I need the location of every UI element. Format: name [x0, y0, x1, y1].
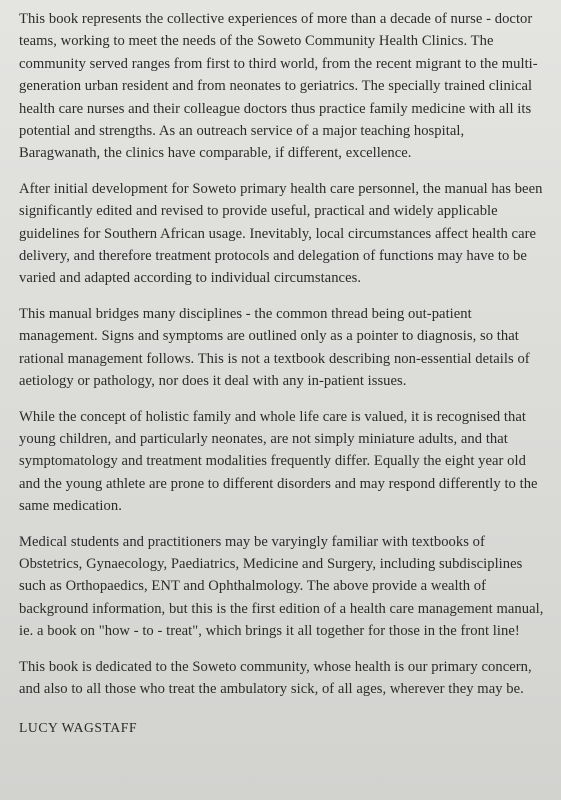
paragraph-textbooks: Medical students and practitioners may be varyingly familiar with textbooks of Obstetrics, Gynaecology, Paediatrics, Medicine and Surgery, including subdisciplines such as Orthopaedics, ENT and Ophthalmology. The above provide a wealth of background information, but this is the first edition of a health care management manual, ie. a book on "how - to - treat", which brings it all together for those in the front line!: [19, 533, 544, 640]
author-signature: LUCY WAGSTAFF: [19, 720, 138, 736]
paragraph-development: After initial development for Soweto primary health care personnel, the manual has been significantly edited and revised to provide useful, practical and widely applicable guidelines for Southern African usage. Inevitably, local circumstances affect health care delivery, and therefore treatment protocols and delegation of functions may have to be varied and adapted according to individual circumstances.: [19, 180, 543, 287]
paragraph-holistic-care: While the concept of holistic family and whole life care is valued, it is recognised that young children, and particularly neonates, are not simply miniature adults, and that symptomatology and treatment modalities frequently differ. Equally the eight year old and the young athlete are prone to different disorders and may respond differently to the same medication.: [19, 408, 538, 515]
paragraph-dedication: This book is dedicated to the Soweto community, whose health is our primary concern, and also to all those who treat the ambulatory sick, of all ages, wherever they may be.: [19, 658, 532, 697]
paragraph-disciplines: This manual bridges many disciplines - the common thread being out-patient management. Signs and symptoms are outlined only as a pointer to diagnosis, so that rational management follows. This is not a textbook describing non-essential details of aetiology or pathology, nor does it deal with any in-patient issues.: [19, 305, 530, 390]
paragraph-intro: This book represents the collective experiences of more than a decade of nurse - doctor teams, working to meet the needs of the Soweto Community Health Clinics. The community served ranges from first to third world, from the recent migrant to the multi-generation urban resident and from neonates to geriatrics. The specially trained clinical health care nurses and their colleague doctors thus practice family medicine with all its potential and strengths. As an outreach service of a major teaching hospital, Baragwanath, the clinics have comparable, if different, excellence.: [19, 11, 538, 162]
